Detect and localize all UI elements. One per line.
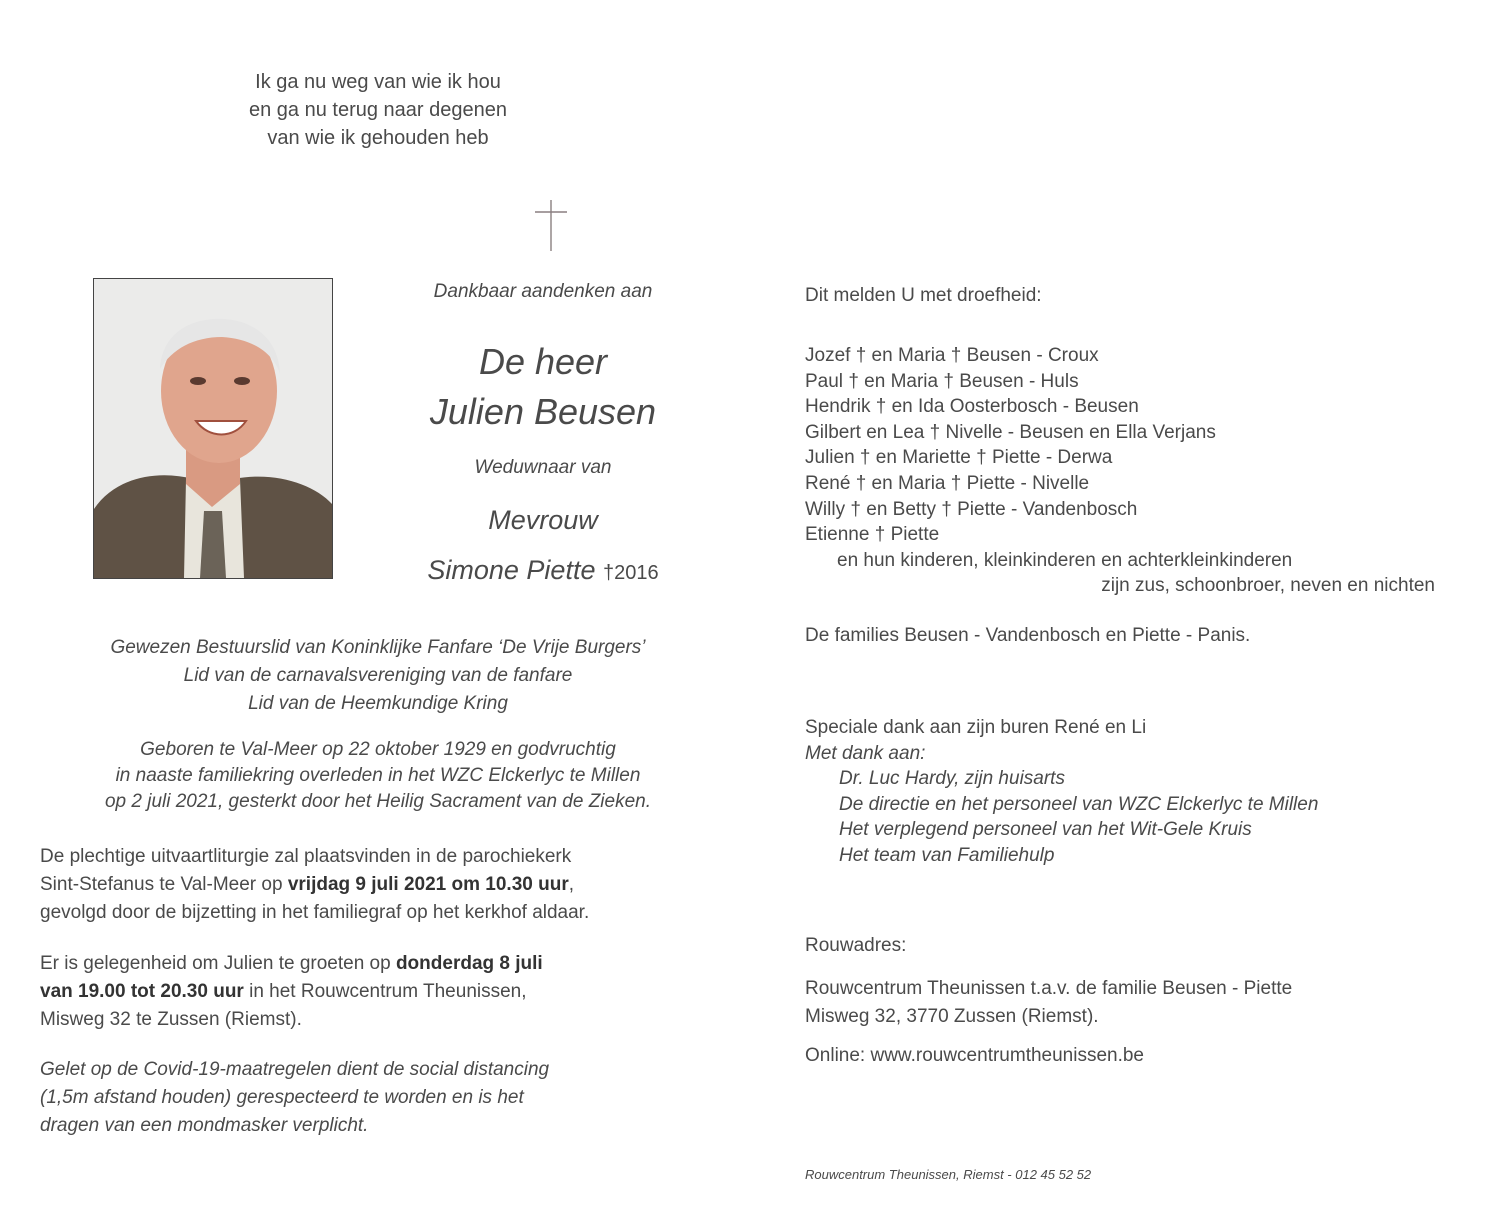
poem-line: Ik ga nu weg van wie ik hou — [255, 71, 501, 93]
footer-credit: Rouwcentrum Theunissen, Riemst - 012 45 52 52 — [805, 1167, 1092, 1182]
role-line: Lid van de Heemkundige Kring — [248, 693, 508, 714]
thanks-item: Het verplegend personeel van het Wit-Gele Kruis — [839, 819, 1252, 841]
families-line: De families Beusen - Vandenbosch en Piette - Panis. — [805, 625, 1251, 646]
intro-text: Dankbaar aandenken aan — [433, 281, 653, 302]
visitation-info — [40, 950, 720, 1034]
family-children: en hun kinderen, kleinkinderen en achterkleinkinderen — [837, 549, 1293, 571]
birth-death-info — [40, 737, 716, 815]
funeral-info — [40, 843, 720, 927]
cross-icon — [534, 199, 568, 253]
thanks-item: De directie en het personeel van WZC Elckerlyc te Millen — [839, 793, 1319, 815]
address-line: Rouwcentrum Theunissen t.a.v. de familie Beusen - Piette — [805, 978, 1293, 999]
poem-line: van wie ik gehouden heb — [267, 127, 489, 149]
covid-line: Gelet op de Covid-19-maatregelen dient de social distancing — [40, 1059, 550, 1080]
spouse-title: Mevrouw — [488, 505, 598, 535]
covid-line: dragen van een mondmasker verplicht. — [40, 1115, 369, 1136]
thanks-section — [805, 715, 1455, 869]
covid-line: (1,5m afstand houden) gerespecteerd te worden en is het — [40, 1087, 524, 1108]
covid-notice — [40, 1056, 720, 1140]
family-row: Etienne † Piette — [805, 524, 940, 546]
poem-line: en ga nu terug naar degenen — [249, 99, 507, 121]
poem — [178, 68, 578, 152]
family-row: Julien † en Mariette † Piette - Derwa — [805, 447, 1113, 469]
online-link[interactable]: Online: www.rouwcentrumtheunissen.be — [805, 1045, 1145, 1066]
spouse-line — [388, 555, 698, 586]
visit-line: Er is gelegenheid om Julien te groeten op donderdag 8 juli — [40, 953, 543, 974]
funeral-line: gevolgd door de bijzetting in het familiegraf op het kerkhof aldaar. — [40, 902, 590, 923]
funeral-date: vrijdag 9 juli 2021 om 10.30 uur — [287, 874, 569, 895]
address-line: Misweg 32, 3770 Zussen (Riemst). — [805, 1006, 1099, 1027]
portrait-photo — [93, 278, 333, 579]
role-line: Lid van de carnavalsvereniging van de fanfare — [183, 665, 573, 686]
visit-line: van 19.00 tot 20.30 uur in het Rouwcentrum Theunissen, — [40, 981, 527, 1002]
thanks-heading: Met dank aan: — [805, 742, 926, 764]
thanks-item: Het team van Familiehulp — [839, 844, 1055, 866]
deceased-name: Julien Beusen — [429, 391, 657, 432]
visit-date: donderdag 8 juli — [395, 953, 543, 974]
announcement: Dit melden U met droefheid: — [805, 285, 1042, 306]
family-row: René † en Maria † Piette - Nivelle — [805, 472, 1090, 494]
family-row: Willy † en Betty † Piette - Vandenbosch — [805, 498, 1138, 520]
thanks-neighbours: Speciale dank aan zijn buren René en Li — [805, 717, 1147, 738]
birth-line: op 2 juli 2021, gesterkt door het Heilig Sacrament van de Zieken. — [104, 791, 652, 812]
address-label: Rouwadres: — [805, 935, 907, 956]
dagger-icon: † — [602, 562, 615, 584]
family-row: Paul † en Maria † Beusen - Huls — [805, 370, 1079, 392]
funeral-line: Sint-Stefanus te Val-Meer op vrijdag 9 juli 2021 om 10.30 uur, — [40, 874, 575, 895]
visit-line: Misweg 32 te Zussen (Riemst). — [40, 1009, 302, 1030]
thanks-item: Dr. Luc Hardy, zijn huisarts — [839, 768, 1065, 790]
roles — [40, 634, 716, 718]
family-relatives: zijn zus, schoonbroer, neven en nichten — [1101, 575, 1435, 597]
role-line: Gewezen Bestuurslid van Koninklijke Fanfare ‘De Vrije Burgers’ — [110, 637, 646, 658]
spouse-year: 2016 — [614, 562, 659, 584]
birth-line: in naaste familiekring overleden in het WZC Elckerlyc te Millen — [115, 765, 641, 786]
family-row: Jozef † en Maria † Beusen - Croux — [805, 345, 1099, 366]
spouse-name: Simone Piette — [427, 555, 596, 585]
funeral-line: De plechtige uitvaartliturgie zal plaatsvinden in de parochiekerk — [40, 846, 572, 867]
family-row: Hendrik † en Ida Oosterbosch - Beusen — [805, 396, 1139, 418]
birth-line: Geboren te Val-Meer op 22 oktober 1929 en godvruchtig — [140, 739, 616, 760]
visit-time: van 19.00 tot 20.30 uur — [40, 981, 244, 1002]
deceased-title: De heer — [478, 341, 608, 382]
widower-text: Weduwnaar van — [474, 457, 612, 478]
family-row: Gilbert en Lea † Nivelle - Beusen en Ella Verjans — [805, 421, 1216, 443]
address-block — [805, 975, 1292, 1031]
family-list — [805, 343, 1455, 599]
